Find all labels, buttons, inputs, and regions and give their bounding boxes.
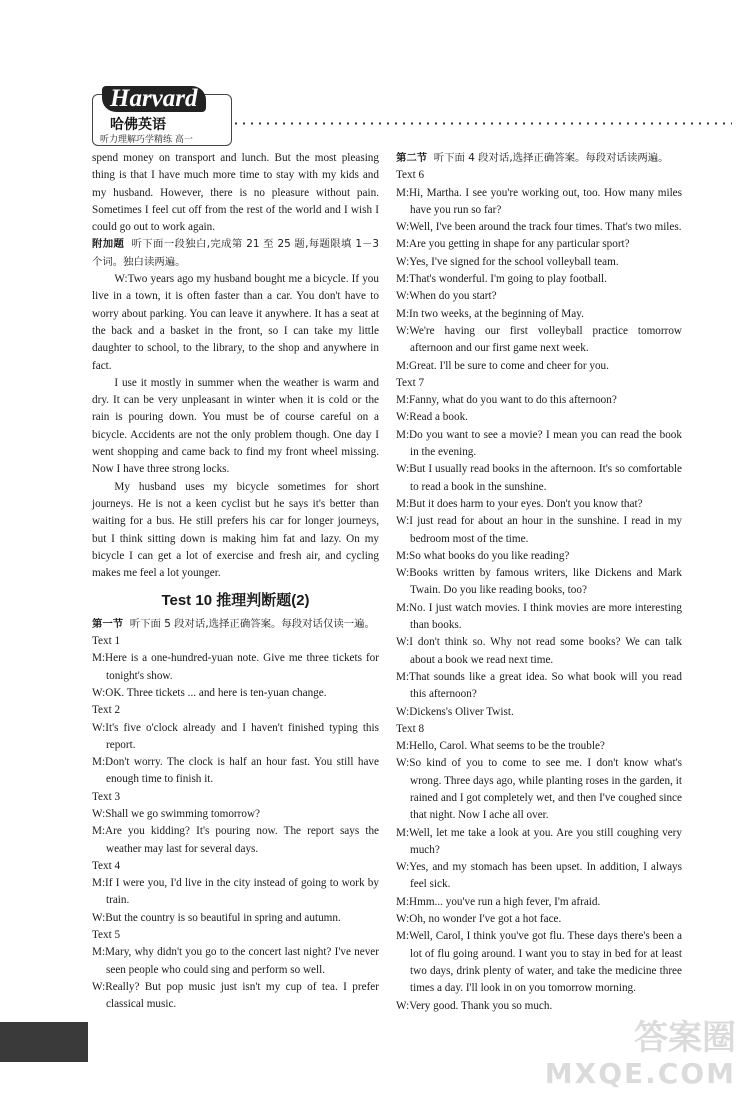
dialog-line: M:Well, Carol, I think you've got flu. These days there's been a lot of flu going around. I want you to stay in bed for at least two days, drink plenty of water, and take the medicine three times a day. I'll look in on you tomorrow morning.	[396, 930, 682, 995]
dialog-line: M:So what books do you like reading?	[396, 549, 570, 562]
dialog-line: M:In two weeks, at the beginning of May.	[396, 307, 584, 320]
extra-question-title: 附加题	[92, 238, 125, 251]
test-title: Test 10 推理判断题(2)	[161, 592, 310, 610]
monologue-paragraph: I use it mostly in summer when the weather is warm and dry. It can be very unpleasant in winter when it is cold or the rain is pouring down. You must be of course careful on a bicycle. Accidents are not the only problem though. One day I went shopping and came back to find my front wheel missing. Now I have three strong locks.	[92, 376, 379, 476]
dialog-line: W:Very good. Thank you so much.	[396, 999, 553, 1012]
monologue-paragraph: My husband uses my bicycle sometimes for short journeys. He is not a keen cyclist but he says it's better than waiting for a bus. He still prefers his car for longer journeys, but I think sitting down is making him fat and lazy. On my bicycle I can get a lot of exercise and fresh air, and cycling makes me feel a lot younger.	[92, 480, 379, 580]
dialog-text-5	[92, 927, 379, 1013]
dialog-text-1	[92, 633, 379, 702]
dialog-line: M:Well, let me take a look at you. Are you still coughing very much?	[396, 826, 682, 856]
dialog-text-7	[396, 375, 682, 721]
right-column	[396, 150, 682, 1015]
dialog-line: M:No. I just watch movies. I think movies are more interesting than books.	[396, 601, 682, 632]
dialog-line: M:Are you kidding? It's pouring now. The report says the weather may last for several days.	[92, 825, 379, 855]
dialog-label: Text 5	[92, 929, 121, 942]
dialog-line: M:Do you want to see a movie? I mean you can read the book in the evening.	[396, 428, 682, 459]
dialog-line: M:Don't worry. The clock is half an hour fast. You still have enough time to finish it.	[92, 756, 379, 786]
header-dotted-rule	[232, 122, 732, 125]
book-subtitle: 听力理解巧学精练 高一	[100, 135, 193, 145]
dialog-label: Text 8	[396, 722, 425, 735]
dialog-line: W:Yes, and my stomach has been upset. In addition, I always feel sick.	[396, 861, 682, 891]
extra-question-instruction	[92, 236, 379, 271]
left-column	[92, 150, 379, 1014]
dialog-label: Text 6	[396, 169, 425, 182]
dialog-line: M:Are you getting in shape for any particular sport?	[396, 238, 630, 251]
dialog-line: W:Dickens's Oliver Twist.	[396, 705, 514, 718]
watermark-url: MXQE.COM	[544, 1057, 736, 1090]
dialog-label: Text 1	[92, 635, 121, 648]
dialog-text-4	[92, 858, 379, 927]
dialog-line: W:Shall we go swimming tomorrow?	[92, 807, 260, 820]
dialog-line: W:I just read for about an hour in the sunshine. I read in my bedroom most of the time.	[396, 515, 682, 545]
dialog-line: M:If I were you, I'd live in the city instead of going to work by train.	[92, 877, 379, 907]
dialog-line: M:That sounds like a great idea. So what book will you read this afternoon?	[396, 670, 682, 701]
dialog-line: W:OK. Three tickets ... and here is ten-yuan change.	[92, 686, 327, 699]
logo-harvard: Harvard	[102, 86, 206, 112]
section1-instruction	[92, 616, 379, 633]
dialog-line: M:That's wonderful. I'm going to play football.	[396, 273, 607, 286]
page-header	[92, 85, 732, 145]
dialog-line: M:Great. I'll be sure to come and cheer for you.	[396, 359, 609, 372]
dialog-line: W:Well, I've been around the track four times. That's two miles.	[396, 221, 682, 234]
dialog-line: M:Hi, Martha. I see you're working out, too. How many miles have you run so far?	[396, 186, 682, 216]
watermark	[545, 1020, 736, 1092]
dialog-text-8	[396, 721, 682, 1015]
dialog-text-2	[92, 702, 379, 788]
dialog-text-6	[396, 167, 682, 375]
dialog-line: W:It's five o'clock already and I haven't finished typing this report.	[92, 721, 379, 751]
dialog-line: W:I don't think so. Why not read some books? We can talk about a book we read next time.	[396, 636, 682, 666]
dialog-text-3	[92, 789, 379, 858]
dialog-line: W:So kind of you to come to see me. I don't know what's wrong. Three days ago, while planting roses in the garden, it rained and I got completely wet, and then I've coughed since that night. Now I ache all over.	[396, 757, 682, 822]
page-corner-tab	[0, 1022, 88, 1062]
dialog-line: W:But I usually read books in the afternoon. It's so comfortable to read a book in the sunshine.	[396, 463, 682, 493]
dialog-line: W:Read a book.	[396, 411, 468, 424]
section2-text: 听下面 4 段对话,选择正确答案。每段对话读两遍。	[433, 152, 669, 164]
section1-text: 听下面 5 段对话,选择正确答案。每段对话仅读一遍。	[129, 617, 375, 630]
section2-instruction	[396, 150, 682, 167]
intro-paragraph: spend money on transport and lunch. But the most pleasing thing is that I have much more time to stay with my kids and my husband. However, there is no pleasure without pain. Sometimes I feel cut off from the rest of the world and I wish I could go out to work again.	[92, 152, 379, 234]
section1-title: 第一节	[92, 617, 124, 630]
dialog-line: W:But the country is so beautiful in spring and autumn.	[92, 911, 341, 924]
dialog-line: M:Here is a one-hundred-yuan note. Give me three tickets for tonight's show.	[92, 652, 379, 682]
dialog-line: M:Fanny, what do you want to do this afternoon?	[396, 394, 617, 407]
dialog-label: Text 4	[92, 859, 121, 872]
logo-chinese: 哈佛英语	[110, 117, 166, 133]
dialog-line: M:But it does harm to your eyes. Don't you know that?	[396, 497, 643, 510]
dialog-line: W:We're having our first volleyball practice tomorrow afternoon and our first game next week.	[396, 324, 682, 355]
dialog-line: M:Hmm... you've run a high fever, I'm afraid.	[396, 895, 601, 908]
dialog-line: M:Mary, why didn't you go to the concert last night? I've never seen people who could sing and perform so well.	[92, 946, 379, 976]
section2-title: 第二节	[396, 152, 428, 164]
dialog-line: W:When do you start?	[396, 290, 497, 303]
dialog-line: W:Yes, I've signed for the school volleyball team.	[396, 255, 619, 268]
dialog-line: W:Oh, no wonder I've got a hot face.	[396, 913, 562, 926]
dialog-line: W:Books written by famous writers, like Dickens and Mark Twain. Do you like reading books, too?	[396, 567, 682, 597]
monologue-paragraph: W:Two years ago my husband bought me a bicycle. If you live in a town, it is often faster than a car. You don't have to worry about parking. You can leave it anywhere. It has a seat at the back and a basket in the front, so I can take my little daughter to school, to the library, to the shop and anywhere in fact.	[92, 273, 379, 372]
dialog-label: Text 2	[92, 704, 121, 717]
watermark-text: 答案圈	[634, 1018, 736, 1058]
dialog-line: M:Hello, Carol. What seems to be the trouble?	[396, 740, 605, 753]
dialog-line: W:Really? But pop music just isn't my cup of tea. I prefer classical music.	[92, 980, 379, 1011]
dialog-label: Text 3	[92, 790, 121, 803]
extra-question-text: 听下面一段独白,完成第 21 至 25 题,每题限填 1－3 个词。独白读两遍。	[92, 238, 380, 268]
dialog-label: Text 7	[396, 376, 425, 389]
